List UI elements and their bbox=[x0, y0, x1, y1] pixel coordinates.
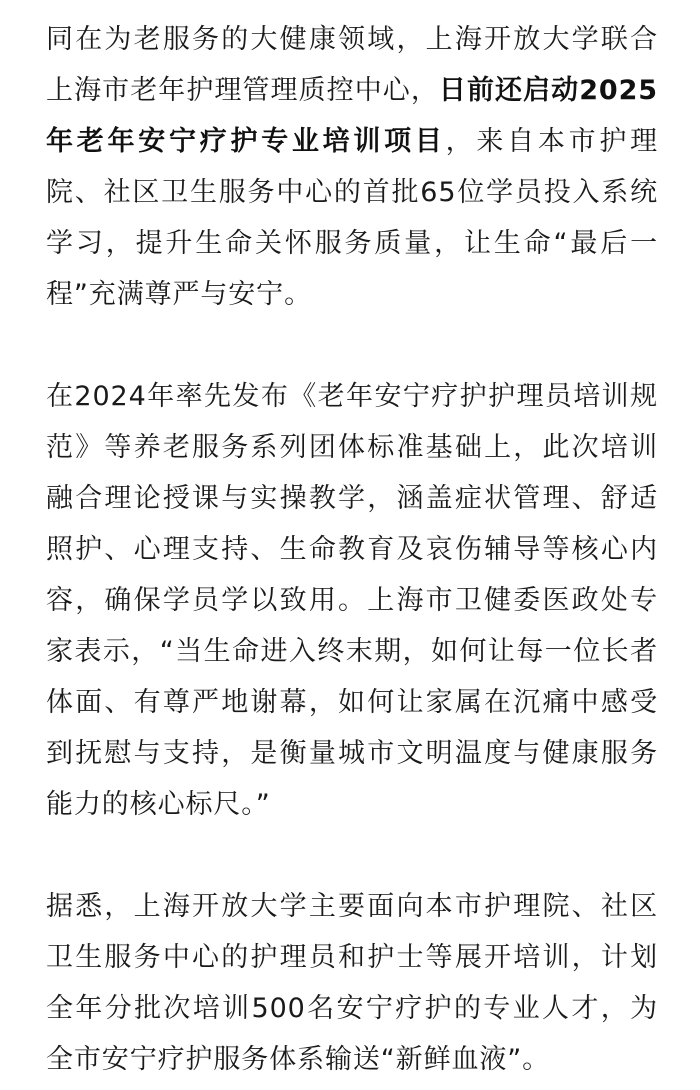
paragraph-training-project bbox=[46, 14, 658, 320]
paragraph-training-plan: 据悉，上海开放大学主要面向本市护理院、社区卫生服务中心的护理员和护士等展开培训，计划全年分批次培训500名安宁疗护的专业人才，为全市安宁疗护服务体系输送“新鲜血液”。 bbox=[46, 891, 658, 1075]
paragraph-1-text-start: 同在为老服务的大健康领域，上海开放大学联合上海市老年护理管理质控中心， bbox=[46, 24, 658, 106]
paragraph-training-content: 在2024年率先发布《老年安宁疗护护理员培训规范》等养老服务系列团体标准基础上，此次培训融合理论授课与实操教学，涵盖症状管理、舒适照护、心理支持、生命教育及哀伤辅导等核心内容，确保学员学以致用。上海市卫健委医政处专家表示，“当生命进入终末期，如何让每一位长者体面、有尊严地谢幕，如何让家属在沉痛中感受到抚慰与支持，是衡量城市文明温度与健康服务能力的核心标尺。” bbox=[46, 381, 658, 820]
article-body bbox=[46, 14, 658, 1085]
paragraph-1-bold-highlight: 日前还启动2025年老年安宁疗护专业培训项目 bbox=[46, 75, 658, 157]
paragraph-1-text-end: ，来自本市护理院、社区卫生服务中心的首批65位学员投入系统学习，提升生命关怀服务质量，让生命“最后一程”充满尊严与安宁。 bbox=[46, 126, 658, 310]
